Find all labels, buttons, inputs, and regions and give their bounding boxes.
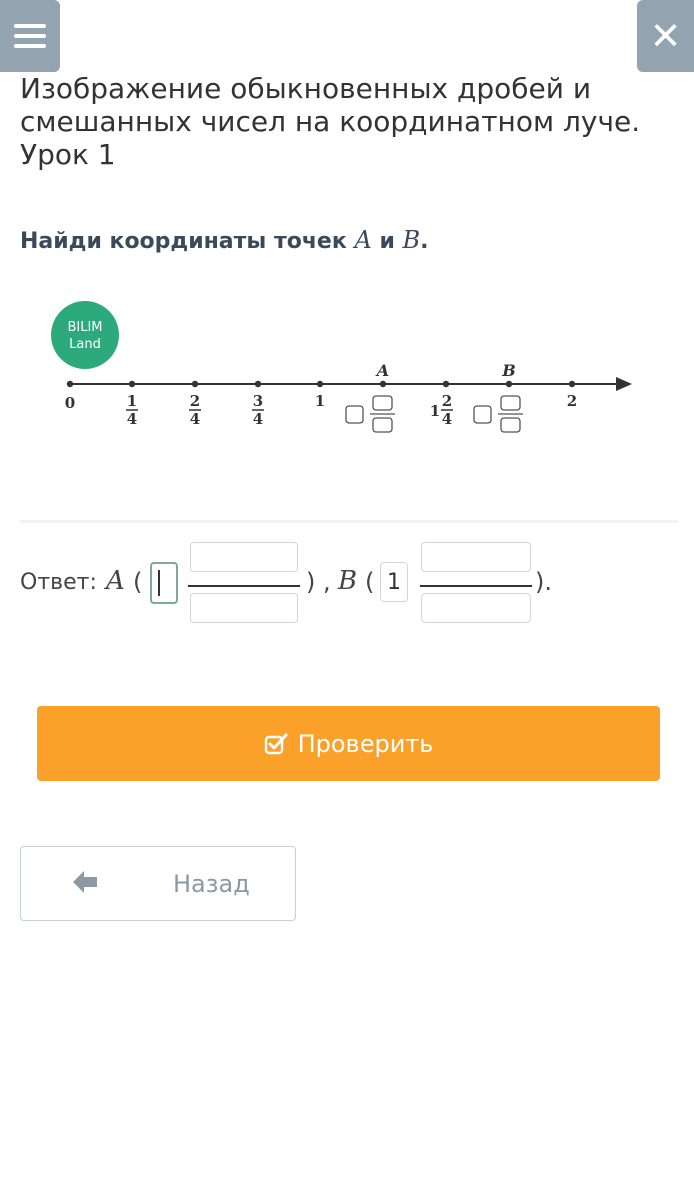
check-button[interactable] — [37, 706, 660, 781]
answer-row — [20, 540, 680, 630]
answer-var-b: B — [338, 566, 358, 596]
point-b-whole-box — [474, 406, 491, 423]
back-button[interactable] — [20, 846, 296, 921]
dot-0 — [67, 381, 73, 387]
tick-label-0: 0 — [64, 394, 76, 412]
check-button-label: Проверить — [297, 729, 434, 758]
dot-6 — [443, 381, 449, 387]
title-line-2: смешанных чисел на координатном луче. — [20, 105, 641, 138]
task-prefix: Найди координаты точек — [20, 229, 355, 254]
answer-b-open-paren: ( — [365, 568, 375, 596]
dot-1 — [129, 381, 135, 387]
hamburger-icon — [14, 24, 46, 48]
logo-text-line1: BILIM — [67, 320, 103, 335]
point-b-denominator-input[interactable] — [421, 593, 531, 623]
close-icon: ✕ — [649, 14, 682, 58]
dot-4 — [317, 381, 323, 387]
tick-2-num: 2 — [189, 392, 201, 410]
text-caret — [158, 570, 160, 596]
bilimland-logo — [51, 301, 119, 369]
point-a-label: A — [376, 361, 390, 380]
point-b-whole-value: 1 — [387, 569, 401, 595]
tick-3-den: 4 — [252, 410, 264, 428]
point-a-answer-template — [346, 396, 395, 432]
point-b-num-box — [501, 396, 520, 410]
point-b-whole-input[interactable] — [380, 562, 408, 602]
point-a-den-box — [373, 418, 392, 432]
checkbox-check-icon — [264, 733, 288, 755]
answer-b-close-paren: ). — [535, 568, 552, 596]
answer-a-open-paren: ( — [133, 568, 143, 596]
task-instruction — [20, 226, 429, 254]
tick-6-whole: 1 — [429, 402, 441, 420]
answer-var-a: A — [106, 566, 125, 596]
task-conj: и — [371, 229, 403, 254]
point-a-denominator-input[interactable] — [190, 593, 298, 623]
point-a-fraction-bar — [188, 585, 300, 587]
answer-label: Ответ: — [20, 570, 97, 595]
menu-button[interactable] — [0, 0, 60, 72]
title-line-1: Изображение обыкновенных дробей и — [20, 72, 592, 105]
tick-2-den: 4 — [189, 410, 201, 428]
axis-arrow-icon — [616, 377, 632, 391]
page-title — [20, 72, 680, 171]
point-a-whole-input[interactable] — [150, 562, 178, 604]
point-b-fraction-bar — [420, 585, 532, 587]
tick-6-num: 2 — [441, 392, 453, 410]
logo-text-line2: Land — [69, 337, 101, 352]
number-line-diagram — [40, 296, 660, 456]
title-line-3: Урок 1 — [20, 138, 116, 171]
task-var-b: B — [402, 226, 421, 254]
point-a-num-box — [373, 396, 392, 410]
point-a-whole-box — [346, 406, 363, 423]
tick-1-num: 1 — [126, 392, 138, 410]
point-b-label: B — [502, 361, 516, 380]
close-button[interactable] — [637, 0, 694, 72]
tick-3-num: 3 — [252, 392, 264, 410]
tick-6-den: 4 — [441, 410, 453, 428]
section-divider — [20, 520, 678, 523]
point-b-numerator-input[interactable] — [421, 542, 531, 572]
task-var-a: A — [354, 226, 372, 254]
dot-5 — [380, 381, 386, 387]
answer-a-close-paren: ) , — [306, 568, 331, 596]
back-button-label: Назад — [173, 870, 250, 898]
tick-label-1: 1 — [314, 392, 326, 410]
point-b-answer-template — [474, 396, 523, 432]
point-b-den-box — [501, 418, 520, 432]
dot-8 — [569, 381, 575, 387]
tick-label-2: 2 — [566, 392, 578, 410]
tick-1-den: 4 — [126, 410, 138, 428]
dot-7 — [506, 381, 512, 387]
dot-3 — [255, 381, 261, 387]
point-a-numerator-input[interactable] — [190, 542, 298, 572]
arrow-left-icon — [71, 867, 99, 897]
task-suffix: . — [420, 229, 429, 254]
dot-2 — [192, 381, 198, 387]
